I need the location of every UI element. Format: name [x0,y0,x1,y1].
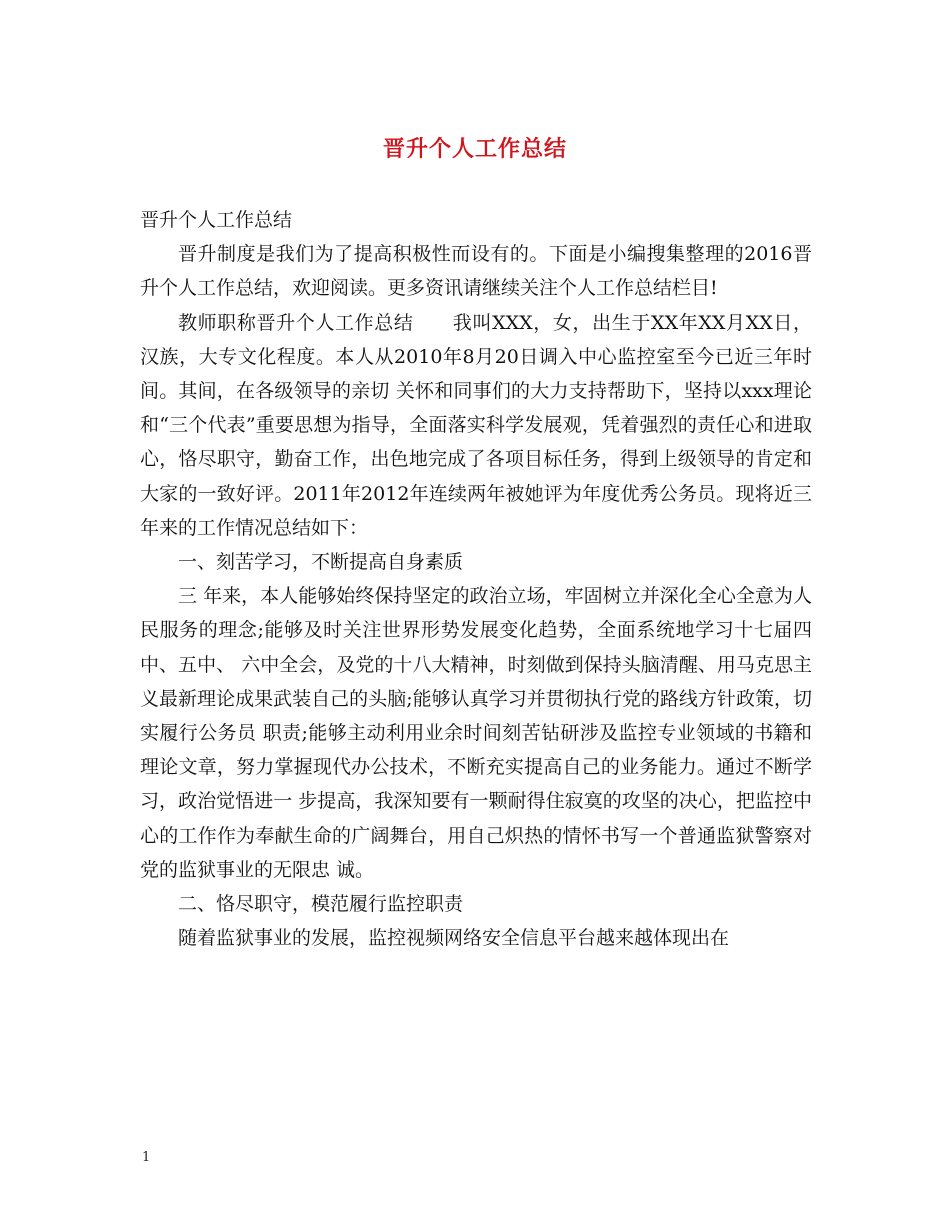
paragraph-self-introduction: 教师职称晋升个人工作总结 我叫XXX，女，出生于XX年XX月XX日，汉族，大专文化程度。本人从2010年8月20日调入中心监控室至今已近三年时间。其间，在各级领导的亲切 关怀和同事们的大力支持帮助下，坚持以xxx理论和“三个代表”重要思想为指导，全面落实科学发展观，凭着强烈的责任心和进取心，恪尽职守，勤奋工作，出色地完成了各项目标任务，得到上级领导的肯定和大家的一致好评。2011年2012年连续两年被她评为年度优秀公务员。现将近三年来的工作情况总结如下： [140,311,812,539]
section-heading-duty: 二、恪尽职守，模范履行监控职责 [178,893,464,916]
paragraph-duty: 随着监狱事业的发展，监控视频网络安全信息平台越来越体现出在 [178,927,730,950]
paragraph-intro: 晋升制度是我们为了提高积极性而设有的。下面是小编搜集整理的2016晋升个人工作总结，欢迎阅读。更多资讯请继续关注个人工作总结栏目! [140,243,812,300]
paragraph-study: 三 年来，本人能够始终保持坚定的政治立场，牢固树立并深化全心全意为人民服务的理念;能够及时关注世界形势发展变化趋势，全面系统地学习十七届四中、五中、 六中全会，及党的十八大精神，时刻做到保持头脑清醒、用马克思主义最新理论成果武装自己的头脑;能够认真学习并贯彻执行党的路线方针政策，切实履行公务员 职责;能够主动利用业余时间刻苦钻研涉及监控专业领域的书籍和理论文章，努力掌握现代办公技术，不断充实提高自己的业务能力。通过不断学习，政治觉悟进一 步提高，我深知要有一颗耐得住寂寞的攻坚的决心，把监控中心的工作作为奉献生命的广阔舞台，用自己炽热的情怀书写一个普通监狱警察对党的监狱事业的无限忠 诚。 [140,585,812,881]
paragraph-heading: 晋升个人工作总结 [140,209,293,231]
document-body [140,203,812,955]
section-heading-study: 一、刻苦学习，不断提高自身素质 [178,551,464,574]
page-number: 1 [142,1150,151,1165]
document-title: 晋升个人工作总结 [382,136,567,162]
